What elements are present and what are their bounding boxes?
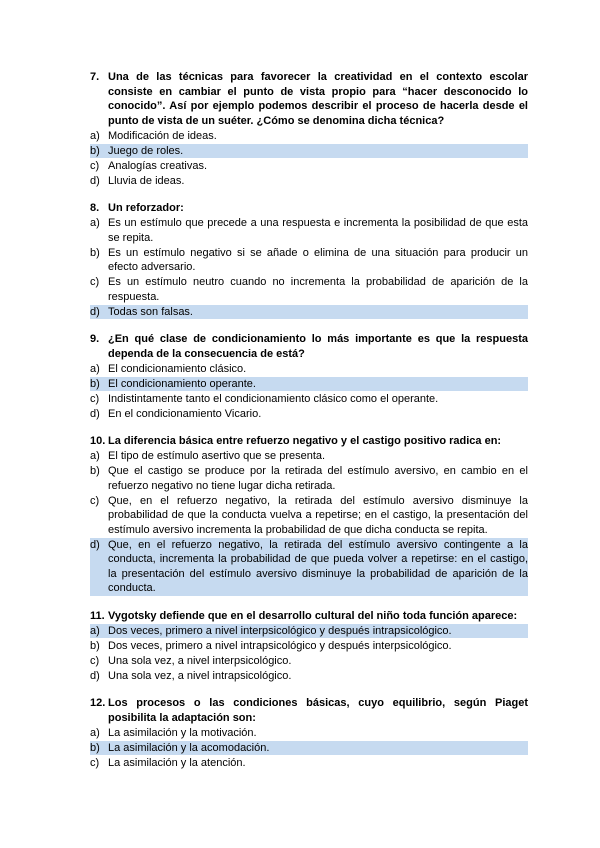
question-text: ¿En qué clase de condicionamiento lo más importante es que la respuesta dependa de la consecuencia de está? xyxy=(108,333,528,360)
option-text: Una sola vez, a nivel intrapsicológico. xyxy=(108,669,292,682)
option-a[interactable] xyxy=(90,726,528,741)
question-11 xyxy=(90,609,528,684)
question-number: 7. xyxy=(90,71,100,83)
question-text: Un reforzador: xyxy=(108,202,184,214)
question-number: 10. xyxy=(90,435,106,447)
option-c[interactable] xyxy=(90,654,528,669)
option-letter: b) xyxy=(90,465,100,477)
option-letter: d) xyxy=(90,669,100,682)
option-a[interactable] xyxy=(90,216,528,245)
option-letter: a) xyxy=(90,129,100,142)
option-a[interactable] xyxy=(90,362,528,377)
option-text: El condicionamiento operante. xyxy=(108,377,256,390)
option-text: Es un estímulo neutro cuando no incrementa la probabilidad de aparición de la respuesta. xyxy=(108,276,528,303)
option-text: Una sola vez, a nivel interpsicológico. xyxy=(108,654,292,667)
question-8 xyxy=(90,201,528,319)
option-text: Analogías creativas. xyxy=(108,159,208,172)
option-letter: b) xyxy=(90,377,100,390)
option-c[interactable] xyxy=(90,159,528,174)
option-b-highlighted[interactable] xyxy=(90,144,528,159)
option-text: En el condicionamiento Vicario. xyxy=(108,407,262,420)
option-letter: c) xyxy=(90,494,100,507)
option-a-highlighted[interactable] xyxy=(90,624,528,639)
option-text: Que el castigo se produce por la retirada del estímulo aversivo, en cambio en el refuerzo negativo no tiene lugar dicha retirada. xyxy=(108,465,528,492)
option-text: La asimilación y la acomodación. xyxy=(108,741,270,754)
option-c[interactable] xyxy=(90,756,528,771)
question-number: 8. xyxy=(90,202,100,214)
option-a[interactable] xyxy=(90,449,528,464)
question-text: Vygotsky defiende que en el desarrollo cultural del niño toda función aparece: xyxy=(108,609,518,622)
option-letter: a) xyxy=(90,217,100,229)
question-12 xyxy=(90,696,528,770)
question-number: 9. xyxy=(90,333,100,345)
option-b-highlighted[interactable] xyxy=(90,741,528,756)
question-number: 12. xyxy=(90,697,106,709)
option-text: Dos veces, primero a nivel intrapsicológico y después interpsicológico. xyxy=(108,639,452,652)
option-d[interactable] xyxy=(90,407,528,422)
option-letter: b) xyxy=(90,144,100,157)
question-number: 11. xyxy=(90,609,105,622)
option-d-highlighted[interactable] xyxy=(90,305,528,320)
question-text: La diferencia básica entre refuerzo negativo y el castigo positivo radica en: xyxy=(108,435,502,447)
option-letter: d) xyxy=(90,305,100,318)
option-text: Todas son falsas. xyxy=(108,305,193,318)
option-letter: b) xyxy=(90,741,100,754)
option-letter: c) xyxy=(90,654,100,667)
option-letter: d) xyxy=(90,174,100,187)
option-letter: c) xyxy=(90,392,100,405)
option-text: El tipo de estímulo asertivo que se presenta. xyxy=(108,450,326,462)
option-d[interactable] xyxy=(90,669,528,684)
option-b-highlighted[interactable] xyxy=(90,377,528,392)
option-a[interactable] xyxy=(90,129,528,144)
question-9 xyxy=(90,332,528,421)
option-letter: a) xyxy=(90,362,100,375)
option-letter: a) xyxy=(90,624,100,637)
option-text: Que, en el refuerzo negativo, la retirada del estímulo aversivo contingente a la conducta, incrementa la probabilidad de que pueda volver a repetirse: en el castigo, la presentación del estímulo aversivo disminuye la probabilidad de aparición de la conducta. xyxy=(108,538,528,594)
question-10 xyxy=(90,434,528,596)
option-b[interactable] xyxy=(90,639,528,654)
option-letter: b) xyxy=(90,639,100,652)
document-page xyxy=(90,70,528,783)
option-text: Es un estímulo que precede a una respuesta e incrementa la posibilidad de que esta se repita. xyxy=(108,217,528,244)
option-letter: a) xyxy=(90,726,100,739)
question-text: Los procesos o las condiciones básicas, cuyo equilibrio, según Piaget posibilita la adaptación son: xyxy=(108,697,528,724)
option-b[interactable] xyxy=(90,246,528,275)
option-text: Dos veces, primero a nivel interpsicológico y después intrapsicológico. xyxy=(108,624,452,637)
option-letter: c) xyxy=(90,276,100,288)
option-c[interactable] xyxy=(90,275,528,304)
option-letter: c) xyxy=(90,159,100,172)
option-text: La asimilación y la atención. xyxy=(108,756,246,769)
option-text: Lluvia de ideas. xyxy=(108,174,185,187)
option-text: Es un estímulo negativo si se añade o elimina de una situación para producir un efecto adversario. xyxy=(108,246,528,273)
option-text: El condicionamiento clásico. xyxy=(108,362,247,375)
option-c[interactable] xyxy=(90,494,528,538)
option-letter: b) xyxy=(90,246,100,259)
option-text: Modificación de ideas. xyxy=(108,129,217,142)
option-text: Que, en el refuerzo negativo, la retirada del estímulo aversivo disminuye la probabilidad de que la conducta vuelva a repetirse; en el castigo, la presentación del estímulo aversivo incrementa la probabilidad de que dicha conducta se repita. xyxy=(108,494,528,536)
option-text: Juego de roles. xyxy=(108,144,184,157)
option-text: Indistintamente tanto el condicionamiento clásico como el operante. xyxy=(108,392,439,405)
option-letter: a) xyxy=(90,450,100,462)
option-letter: c) xyxy=(90,756,100,769)
question-text: Una de las técnicas para favorecer la creatividad en el contexto escolar consiste en cambiar el punto de vista propio para “hacer desconocido lo conocido”. Así por ejemplo podemos describir el proceso de hacerla desde el punto de vista de un suéter. ¿Cómo se denomina dicha técnica? xyxy=(108,71,528,127)
question-7 xyxy=(90,70,528,188)
option-b[interactable] xyxy=(90,464,528,493)
option-d-highlighted[interactable] xyxy=(90,538,528,596)
option-d[interactable] xyxy=(90,174,528,189)
option-letter: d) xyxy=(90,538,100,551)
option-text: La asimilación y la motivación. xyxy=(108,726,257,739)
option-letter: d) xyxy=(90,407,100,420)
option-c[interactable] xyxy=(90,392,528,407)
